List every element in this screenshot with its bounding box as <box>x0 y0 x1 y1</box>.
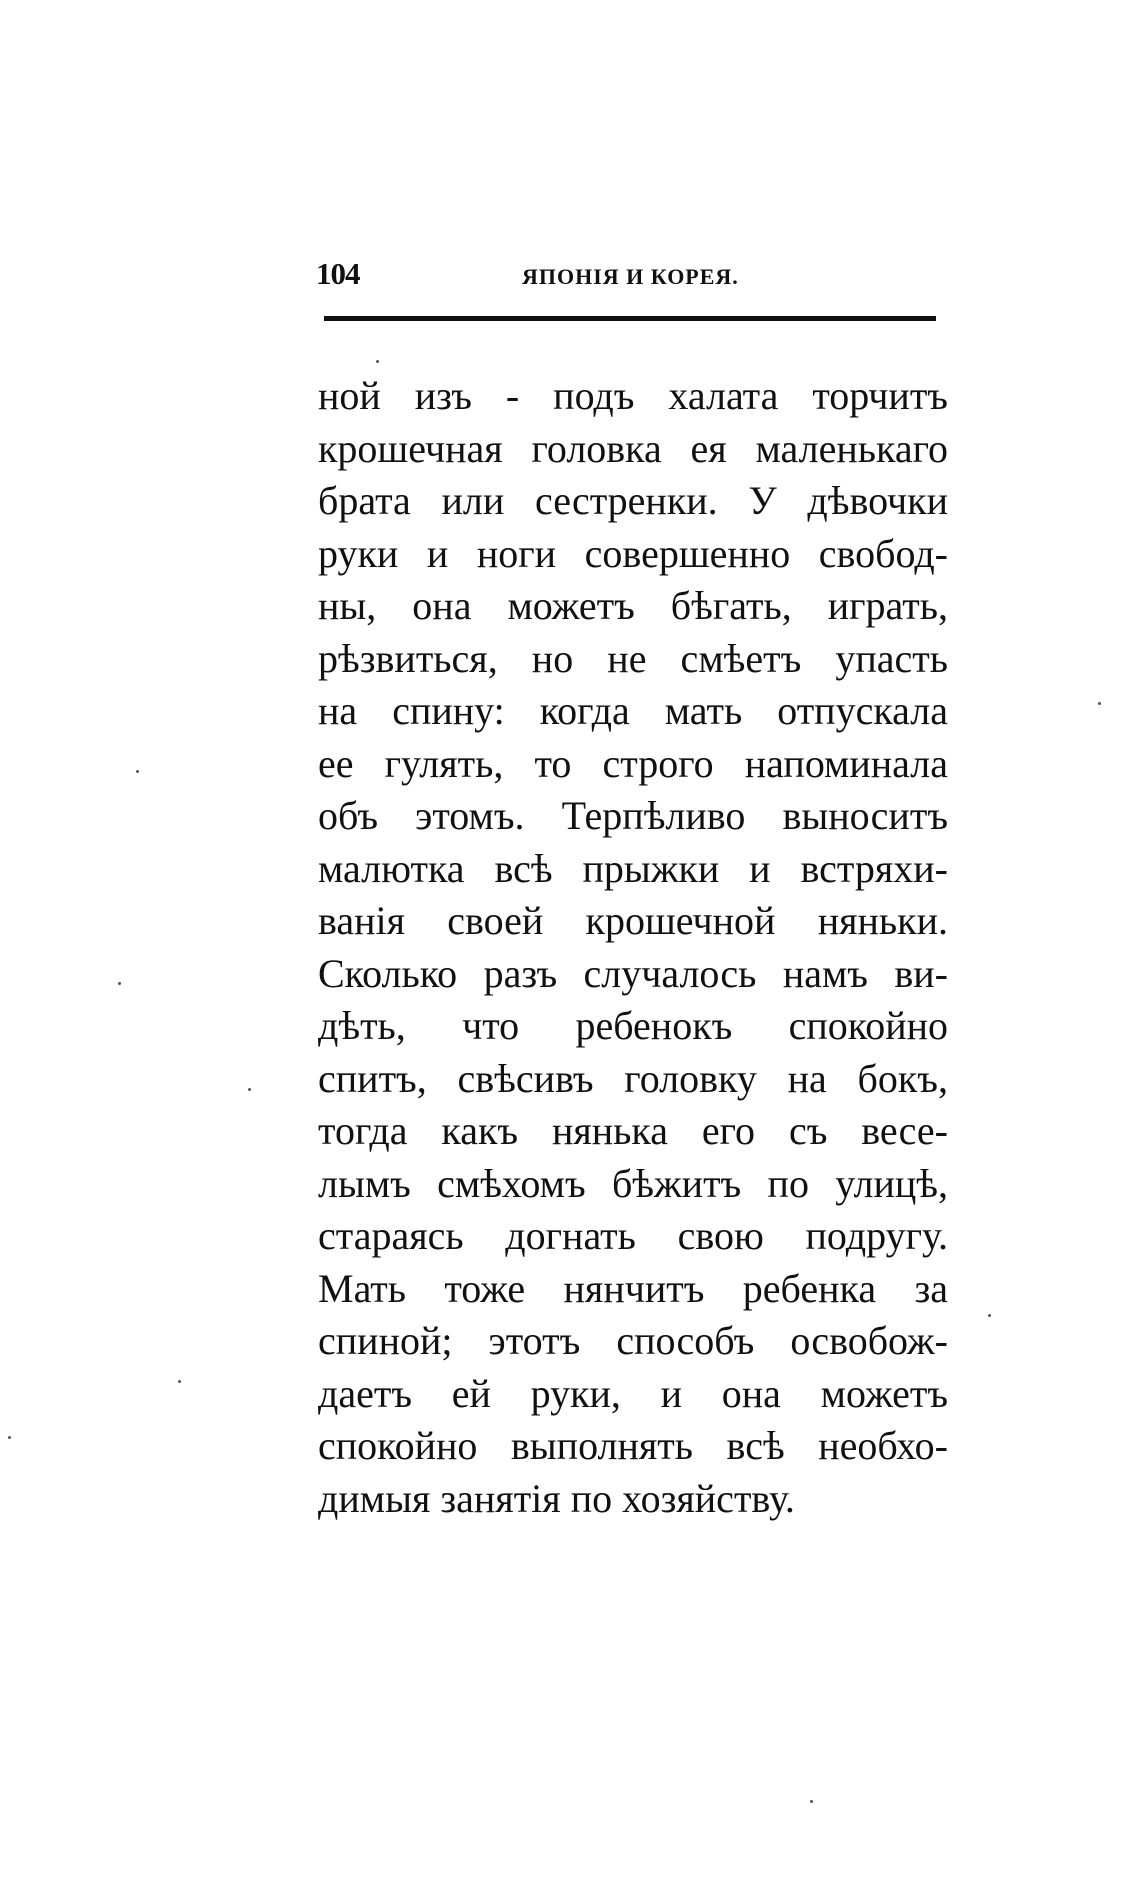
running-title: ЯПОНІЯ И КОРЕЯ. <box>522 264 739 289</box>
print-speck <box>988 1314 991 1317</box>
text-line: спокойно выполнять всѣ необхо- <box>318 1423 948 1468</box>
text-line: Сколько разъ случалось намъ ви- <box>318 950 948 996</box>
print-speck <box>136 770 139 773</box>
print-speck <box>376 360 379 363</box>
text-line: тогда какъ нянька его съ весе- <box>318 1108 948 1153</box>
print-speck <box>178 1380 181 1383</box>
text-line: лымъ смѣхомъ бѣжитъ по улицѣ, <box>318 1160 948 1206</box>
text-line: объ этомъ. Терпѣливо выноситъ <box>318 793 948 838</box>
text-line: руки и ноги совершенно свобод- <box>318 530 948 576</box>
text-line: даетъ ей руки, и она можетъ <box>318 1370 948 1416</box>
text-line: ее гулять, то строго напоминала <box>318 740 948 786</box>
text-line: димыя занятія по хозяйству. <box>318 1475 795 1521</box>
print-speck <box>810 1800 813 1803</box>
text-line: ной изъ - подъ халата торчитъ <box>318 373 948 418</box>
text-line: на спину: когда мать отпускала <box>318 688 948 733</box>
page-number: 104 <box>316 256 360 291</box>
text-line: брата или сестренки. У дѣвочки <box>318 478 948 523</box>
text-line: ны, она можетъ бѣгать, играть, <box>318 583 948 628</box>
text-line: спитъ, свѣсивъ головку на бокъ, <box>318 1055 948 1101</box>
text-line: крошечная головка ея маленькаго <box>318 425 948 471</box>
print-speck <box>8 1436 11 1439</box>
text-line: рѣзвиться, но не смѣетъ упасть <box>318 635 948 681</box>
text-line: дѣть, что ребенокъ спокойно <box>318 1003 948 1048</box>
text-line: спиной; этотъ способъ освобож- <box>318 1318 948 1363</box>
header-rule <box>324 316 936 321</box>
text-line: стараясь догнать свою подругу. <box>318 1213 948 1258</box>
text-line: Мать тоже нянчитъ ребенка за <box>318 1265 948 1311</box>
print-speck <box>118 982 121 985</box>
body-text <box>318 370 948 1525</box>
print-speck <box>1098 702 1101 705</box>
print-speck <box>248 1088 251 1091</box>
text-line: ванія своей крошечной няньки. <box>318 898 948 943</box>
text-line: малютка всѣ прыжки и встряхи- <box>318 845 948 891</box>
page-header <box>316 256 936 296</box>
